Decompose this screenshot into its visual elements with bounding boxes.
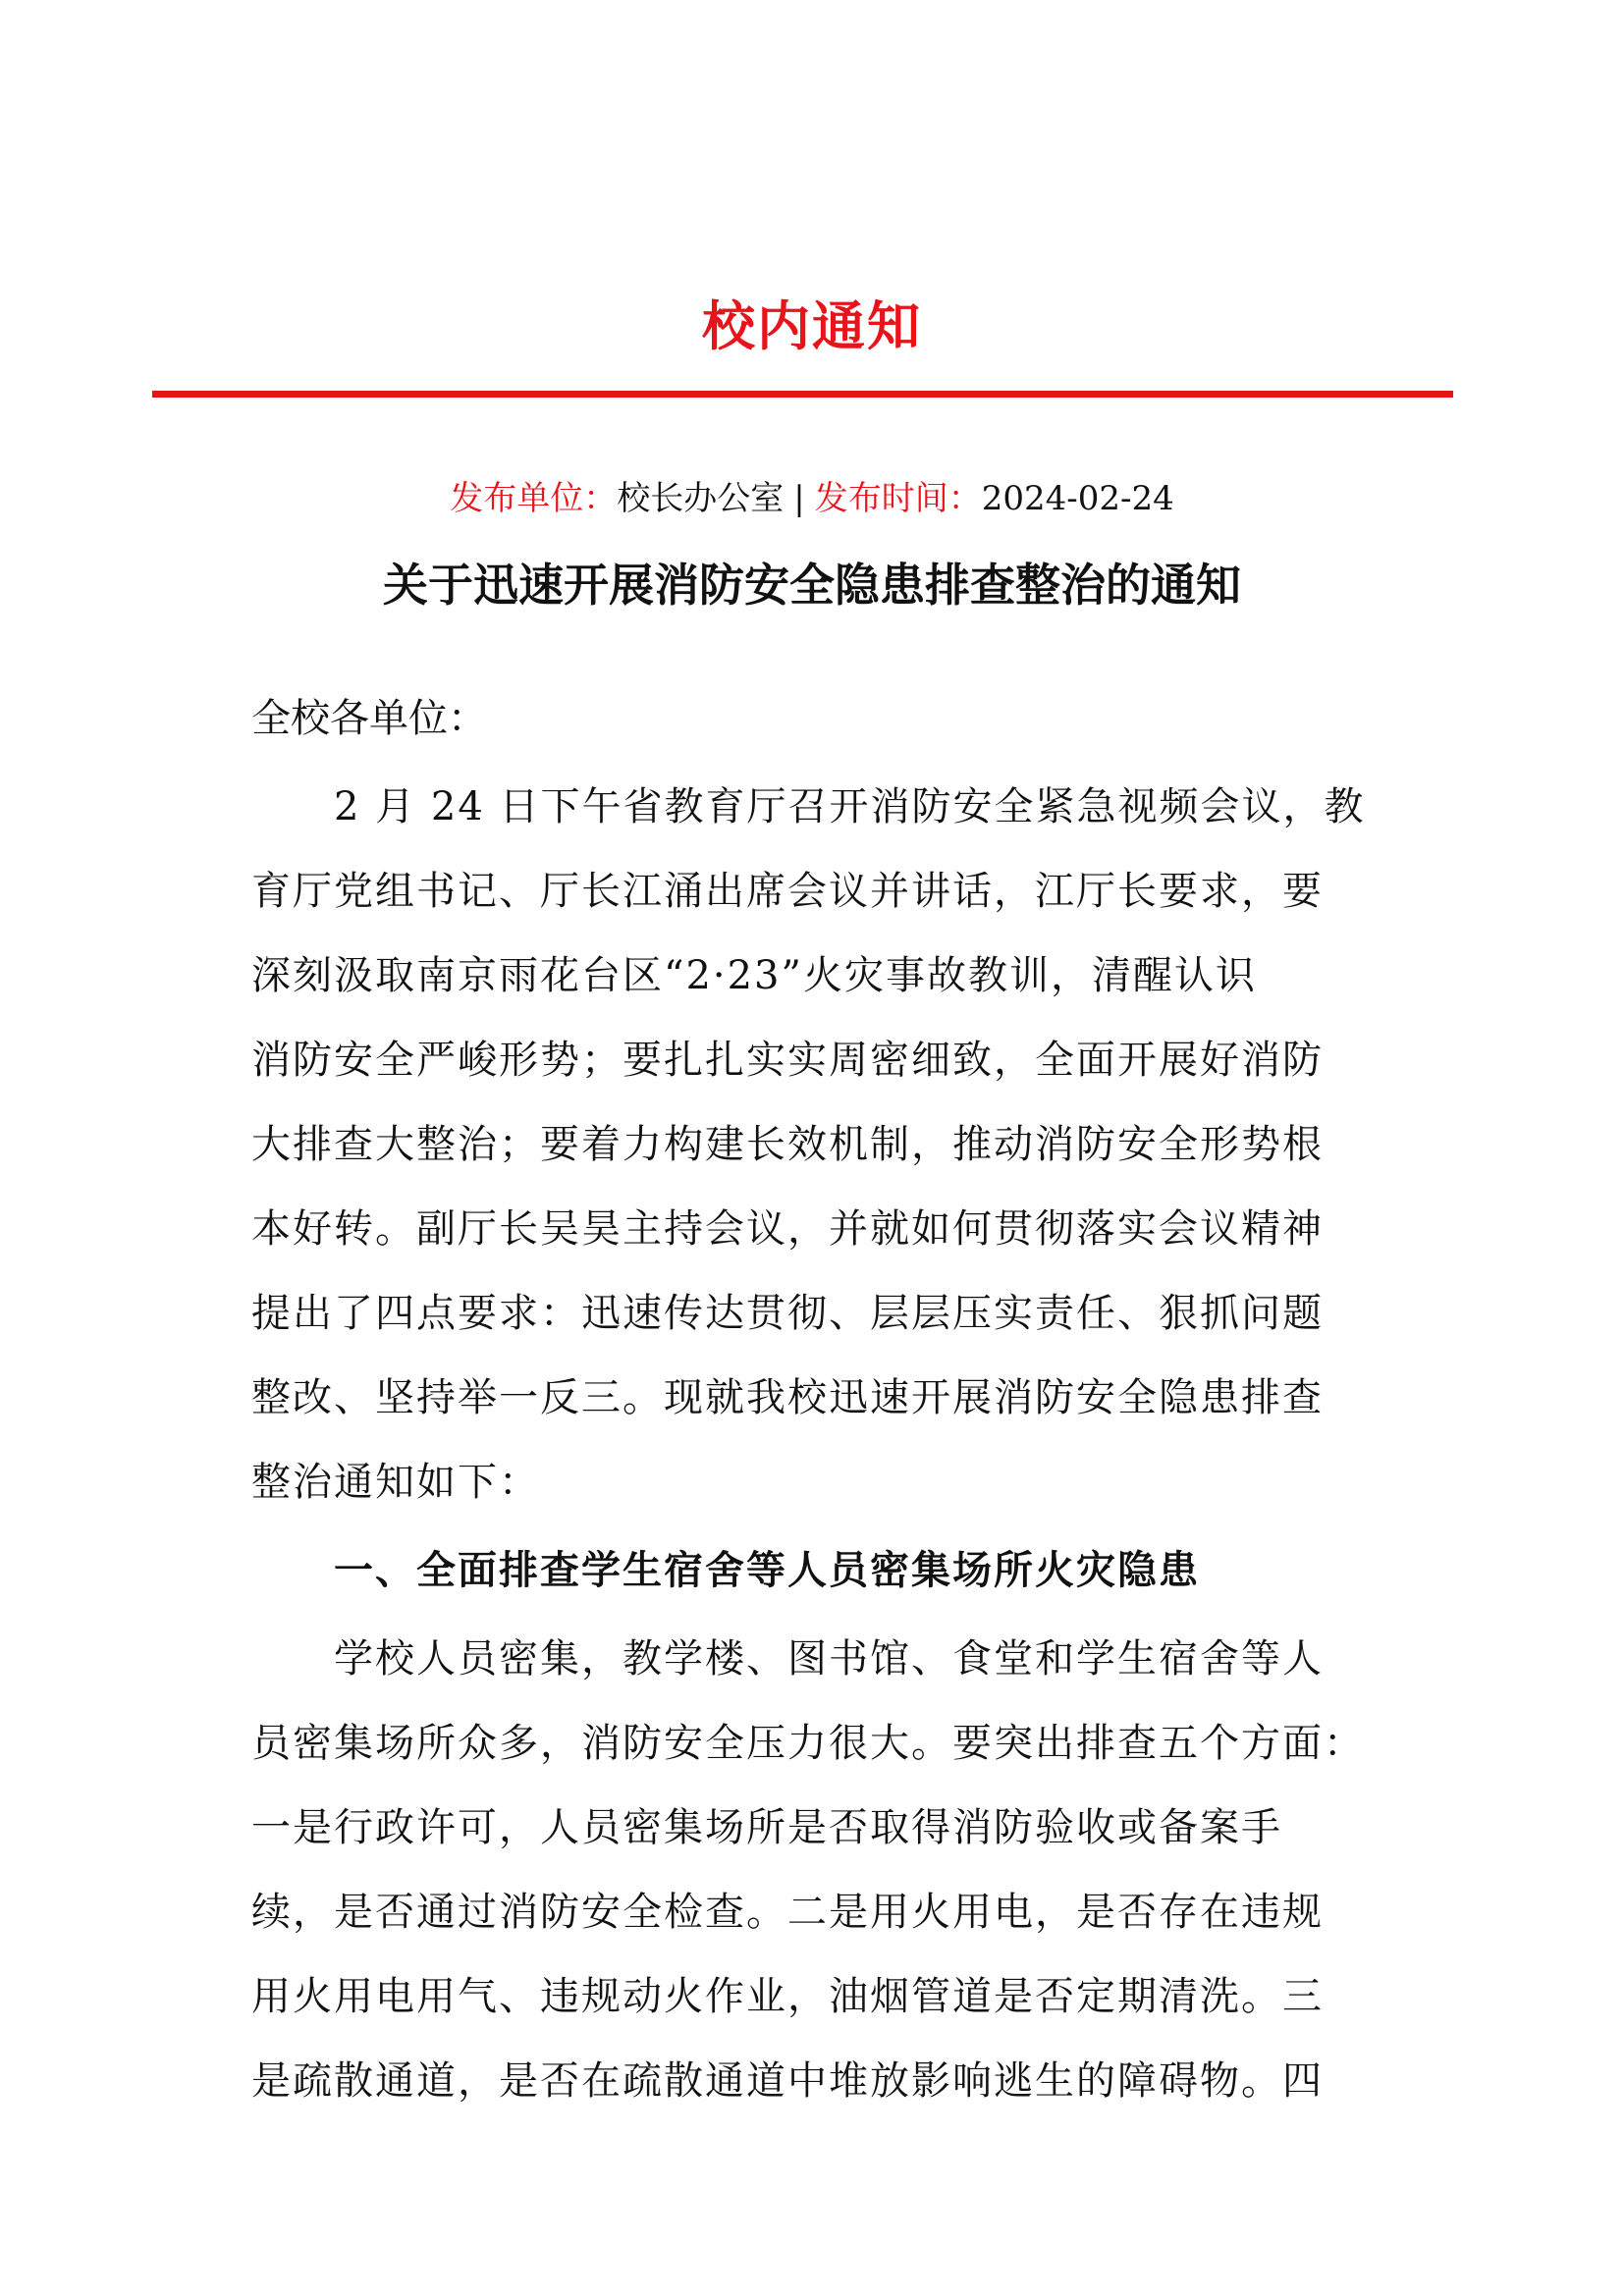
salutation: 全校各单位：: [251, 696, 487, 741]
paragraph1-line: 大排查大整治；要着力构建长效机制，推动消防安全形势根: [251, 1122, 1324, 1167]
publisher-label: 发布单位：: [450, 479, 618, 518]
paragraph1-line: 2 月 24 日下午省教育厅召开消防安全紧急视频会议，教: [334, 784, 1366, 829]
meta-separator: |: [793, 479, 805, 518]
paragraph2-line: 员密集场所众多，消防安全压力很大。要突出排查五个方面：: [251, 1721, 1365, 1766]
paragraph1-line: 育厅党组书记、厅长江涌出席会议并讲话，江厅长要求，要: [251, 869, 1324, 914]
paragraph2-line: 一是行政许可，人员密集场所是否取得消防验收或备案手: [251, 1805, 1282, 1850]
red-divider-rule: [152, 391, 1453, 398]
paragraph2-line: 是疏散通道，是否在疏散通道中堆放影响逃生的障碍物。四: [251, 2058, 1324, 2104]
paragraph1-line: 整改、坚持举一反三。现就我校迅速开展消防安全隐患排查: [251, 1375, 1324, 1420]
paragraph1-line: 消防安全严峻形势；要扎扎实实周密细致，全面开展好消防: [251, 1038, 1324, 1083]
paragraph2-line: 用火用电用气、违规动火作业，油烟管道是否定期清洗。三: [251, 1974, 1324, 2019]
publish-meta-line: [0, 471, 1624, 519]
document-title: 关于迅速开展消防安全隐患排查整治的通知: [383, 559, 1241, 612]
publish-date-label: 发布时间：: [814, 479, 982, 518]
paragraph2-line: 学校人员密集，教学楼、图书馆、食堂和学生宿舍等人: [334, 1636, 1324, 1682]
paragraph1-line: 提出了四点要求：迅速传达贯彻、层层压实责任、狠抓问题: [251, 1291, 1324, 1336]
section-heading: 一、全面排查学生宿舍等人员密集场所火灾隐患: [334, 1548, 1200, 1593]
paragraph1-line: 整治通知如下：: [251, 1460, 540, 1505]
paragraph1-line: 深刻汲取南京雨花台区“2·23”火灾事故教训，清醒认识: [251, 953, 1257, 998]
paragraph1-line: 本好转。副厅长吴昊主持会议，并就如何贯彻落实会议精神: [251, 1206, 1324, 1252]
notice-header-title: 校内通知: [702, 295, 922, 357]
paragraph2-line: 续，是否通过消防安全检查。二是用火用电，是否存在违规: [251, 1890, 1324, 1935]
publisher-value: 校长办公室: [617, 479, 785, 518]
publish-date-value: 2024-02-24: [981, 479, 1174, 518]
